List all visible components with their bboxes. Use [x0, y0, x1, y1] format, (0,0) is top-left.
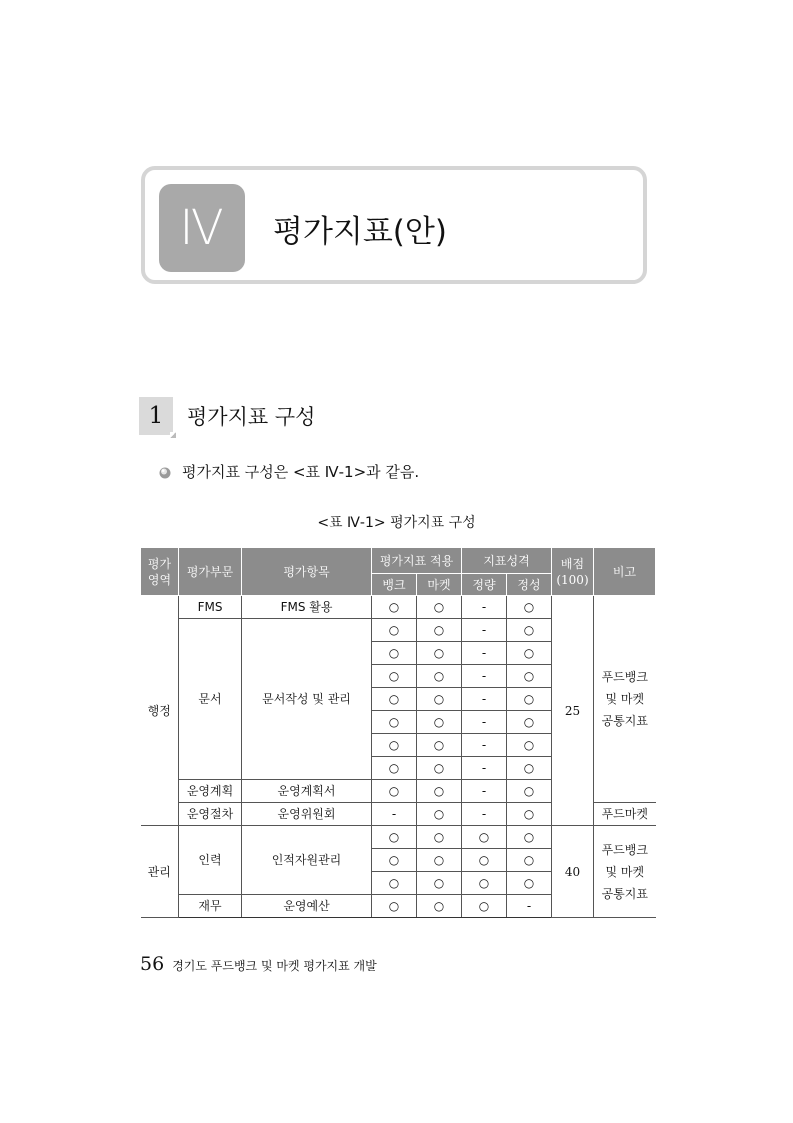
mark-cell: ○: [507, 803, 552, 826]
chapter-header: [141, 166, 647, 284]
mark-cell: ○: [417, 826, 462, 849]
mark-cell: ○: [417, 734, 462, 757]
table-row: [141, 596, 656, 619]
header-score: 배점 (100): [552, 548, 594, 596]
page-footer: [140, 953, 377, 975]
mark-cell: ○: [417, 757, 462, 780]
header-nature-group: 지표성격: [462, 548, 552, 574]
section-heading: [139, 397, 439, 437]
division-cell: 운영계획: [179, 780, 242, 803]
mark-cell: -: [462, 803, 507, 826]
mark-cell: -: [462, 757, 507, 780]
mark-cell: ○: [417, 872, 462, 895]
division-cell: FMS: [179, 596, 242, 619]
header-note: 비고: [594, 548, 656, 596]
mark-cell: ○: [507, 826, 552, 849]
mark-cell: -: [507, 895, 552, 918]
mark-cell: ○: [417, 711, 462, 734]
mark-cell: ○: [417, 780, 462, 803]
section-title: 평가지표 구성: [187, 405, 316, 429]
mark-cell: -: [372, 803, 417, 826]
mark-cell: -: [462, 780, 507, 803]
mark-cell: ○: [417, 849, 462, 872]
header-area: 평가 영역: [141, 548, 179, 596]
mark-cell: ○: [372, 711, 417, 734]
mark-cell: -: [462, 711, 507, 734]
item-cell: 운영예산: [242, 895, 372, 918]
mark-cell: ○: [507, 619, 552, 642]
header-item: 평가항목: [242, 548, 372, 596]
division-cell: 재무: [179, 895, 242, 918]
mark-cell: ○: [372, 734, 417, 757]
mark-cell: ○: [462, 826, 507, 849]
mark-cell: -: [462, 688, 507, 711]
mark-cell: ○: [372, 757, 417, 780]
item-cell: 문서작성 및 관리: [242, 619, 372, 780]
bullet-text: 평가지표 구성은 <표 Ⅳ-1>과 같음.: [182, 463, 420, 481]
header-qual: 정성: [507, 574, 552, 596]
mark-cell: ○: [507, 780, 552, 803]
mark-cell: -: [462, 619, 507, 642]
mark-cell: ○: [462, 895, 507, 918]
item-cell: 인적자원관리: [242, 826, 372, 895]
mark-cell: ○: [507, 849, 552, 872]
mark-cell: ○: [372, 780, 417, 803]
header-market: 마켓: [417, 574, 462, 596]
mark-cell: -: [462, 642, 507, 665]
note-cell: 푸드뱅크 및 마켓 공통지표: [594, 826, 656, 918]
area-cell: 행정: [141, 596, 179, 826]
mark-cell: ○: [507, 711, 552, 734]
mark-cell: ○: [417, 688, 462, 711]
note-cell: 푸드뱅크 및 마켓 공통지표: [594, 596, 656, 803]
mark-cell: ○: [417, 596, 462, 619]
mark-cell: ○: [372, 826, 417, 849]
mark-cell: ○: [417, 619, 462, 642]
item-cell: FMS 활용: [242, 596, 372, 619]
header-bank: 뱅크: [372, 574, 417, 596]
mark-cell: ○: [372, 642, 417, 665]
chapter-number: Ⅳ: [159, 184, 245, 272]
item-cell: 운영위원회: [242, 803, 372, 826]
mark-cell: ○: [507, 872, 552, 895]
mark-cell: ○: [372, 688, 417, 711]
mark-cell: ○: [507, 596, 552, 619]
mark-cell: ○: [417, 665, 462, 688]
division-cell: 인력: [179, 826, 242, 895]
mark-cell: -: [462, 596, 507, 619]
mark-cell: -: [462, 665, 507, 688]
header-division: 평가부문: [179, 548, 242, 596]
chapter-title: 평가지표(안): [273, 214, 447, 250]
mark-cell: ○: [507, 734, 552, 757]
evaluation-table: [140, 547, 656, 918]
page-number: 56: [140, 953, 165, 975]
item-cell: 운영계획서: [242, 780, 372, 803]
mark-cell: ○: [507, 757, 552, 780]
mark-cell: ○: [417, 642, 462, 665]
mark-cell: -: [462, 734, 507, 757]
bullet-icon: [158, 465, 172, 479]
division-cell: 운영절차: [179, 803, 242, 826]
score-cell: 25: [552, 596, 594, 826]
mark-cell: ○: [507, 688, 552, 711]
footer-title: 경기도 푸드뱅크 및 마켓 평가지표 개발: [172, 959, 377, 973]
area-cell: 관리: [141, 826, 179, 918]
mark-cell: ○: [372, 596, 417, 619]
mark-cell: ○: [372, 872, 417, 895]
mark-cell: ○: [417, 895, 462, 918]
division-cell: 문서: [179, 619, 242, 780]
table-row: [141, 826, 656, 849]
mark-cell: ○: [507, 642, 552, 665]
score-cell: 40: [552, 826, 594, 918]
mark-cell: ○: [372, 849, 417, 872]
table-caption: <표 Ⅳ-1> 평가지표 구성: [317, 515, 476, 531]
mark-cell: ○: [372, 895, 417, 918]
mark-cell: ○: [372, 619, 417, 642]
section-number: 1: [139, 397, 173, 435]
note-cell: 푸드마켓: [594, 803, 656, 826]
header-quant: 정량: [462, 574, 507, 596]
mark-cell: ○: [462, 849, 507, 872]
header-apply-group: 평가지표 적용: [372, 548, 462, 574]
mark-cell: ○: [507, 665, 552, 688]
mark-cell: ○: [417, 803, 462, 826]
mark-cell: ○: [372, 665, 417, 688]
bullet-paragraph: [158, 461, 419, 482]
mark-cell: ○: [462, 872, 507, 895]
